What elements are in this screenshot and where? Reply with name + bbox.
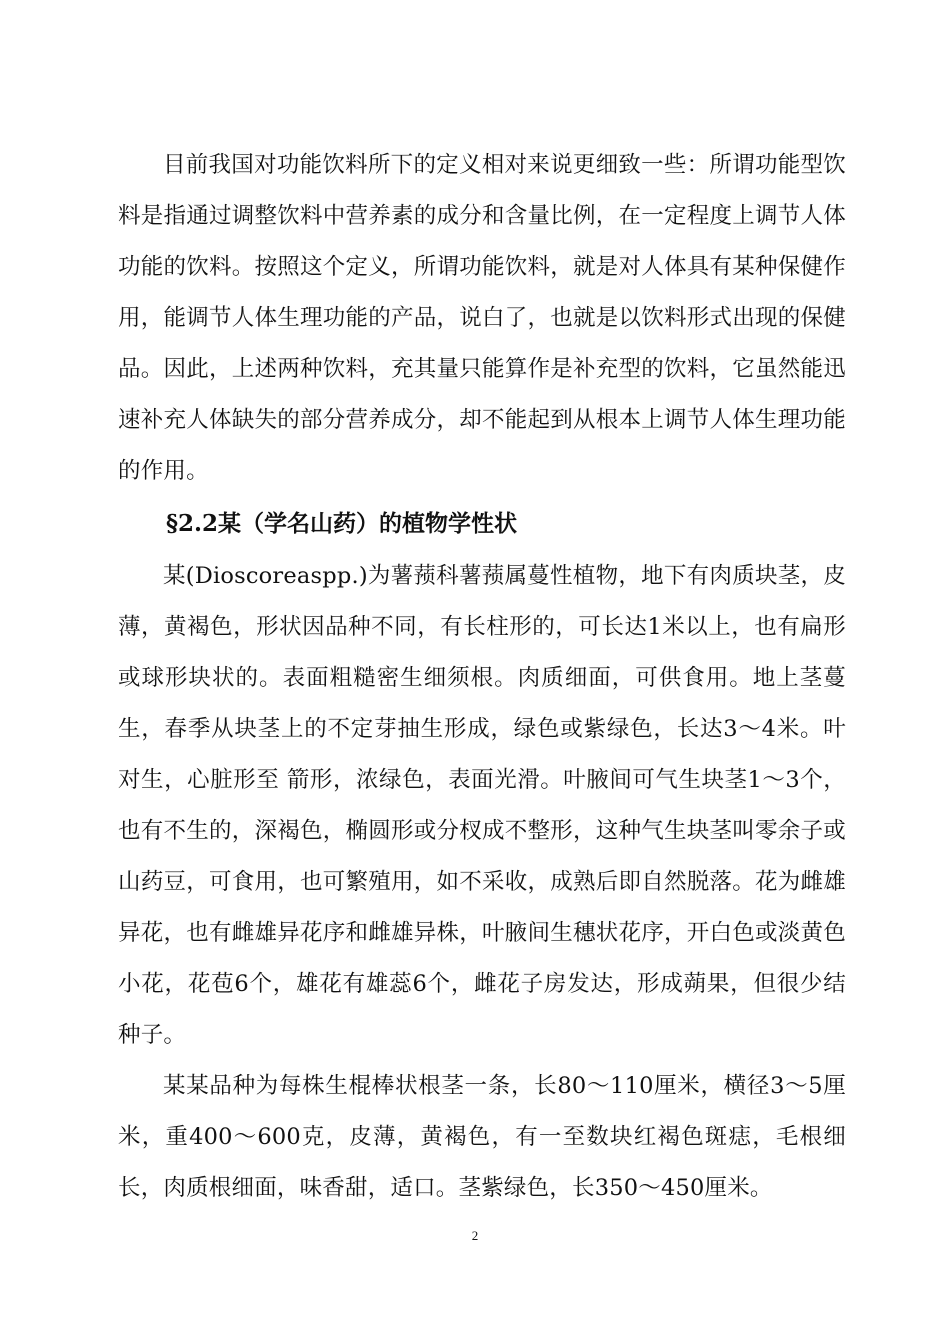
section-heading: §2.2某（学名山药）的植物学性状 bbox=[166, 510, 518, 537]
paragraph-functional-drink-definition: 目前我国对功能饮料所下的定义相对来说更细致一些：所谓功能型饮料是指通过调整饮料中营养素的成分和含量比例，在一定程度上调节人体功能的饮料。按照这个定义，所谓功能饮料，就是对人体具有某种保健作用，能调节人体生理功能的产品，说白了，也就是以饮料形式出现的保健品。因此，上述两种饮料，充其量只能算作是补充型的饮料，它虽然能迅速补充人体缺失的部分营养成分，却不能起到从根本上调节人体生理功能的作用。 bbox=[118, 152, 846, 484]
paragraph-variety-description: 某某品种为每株生棍棒状根茎一条，长80～110厘米，横径3～5厘米，重400～600克，皮薄，黄褐色，有一至数块红褐色斑痣，毛根细长，肉质根细面，味香甜，适口。茎紫绿色，长350～450厘米。 bbox=[118, 1073, 846, 1201]
page-number: 2 bbox=[471, 1228, 479, 1243]
page-body bbox=[118, 140, 846, 1214]
paragraph-plant-traits: 某(Dioscoreaspp.)为薯蓣科薯蓣属蔓性植物，地下有肉质块茎，皮薄，黄褐色，形状因品种不同，有长柱形的，可长达1米以上，也有扁形或球形块状的。表面粗糙密生细须根。肉质细面，可供食用。地上茎蔓生，春季从块茎上的不定芽抽生形成，绿色或紫绿色，长达3～4米。叶对生，心脏形至 箭形，浓绿色，表面光滑。叶腋间可气生块茎1～3个，也有不生的，深褐色，椭圆形或分杈成不整形，这种气生块茎叫零余子或山药豆，可食用，也可繁殖用，如不采收，成熟后即自然脱落。花为雌雄异花，也有雌雄异花序和雌雄异株，叶腋间生穗状花序，开白色或淡黄色小花，花苞6个，雄花有雄蕊6个，雌花子房发达，形成蒴果，但很少结种子。 bbox=[118, 563, 846, 1048]
